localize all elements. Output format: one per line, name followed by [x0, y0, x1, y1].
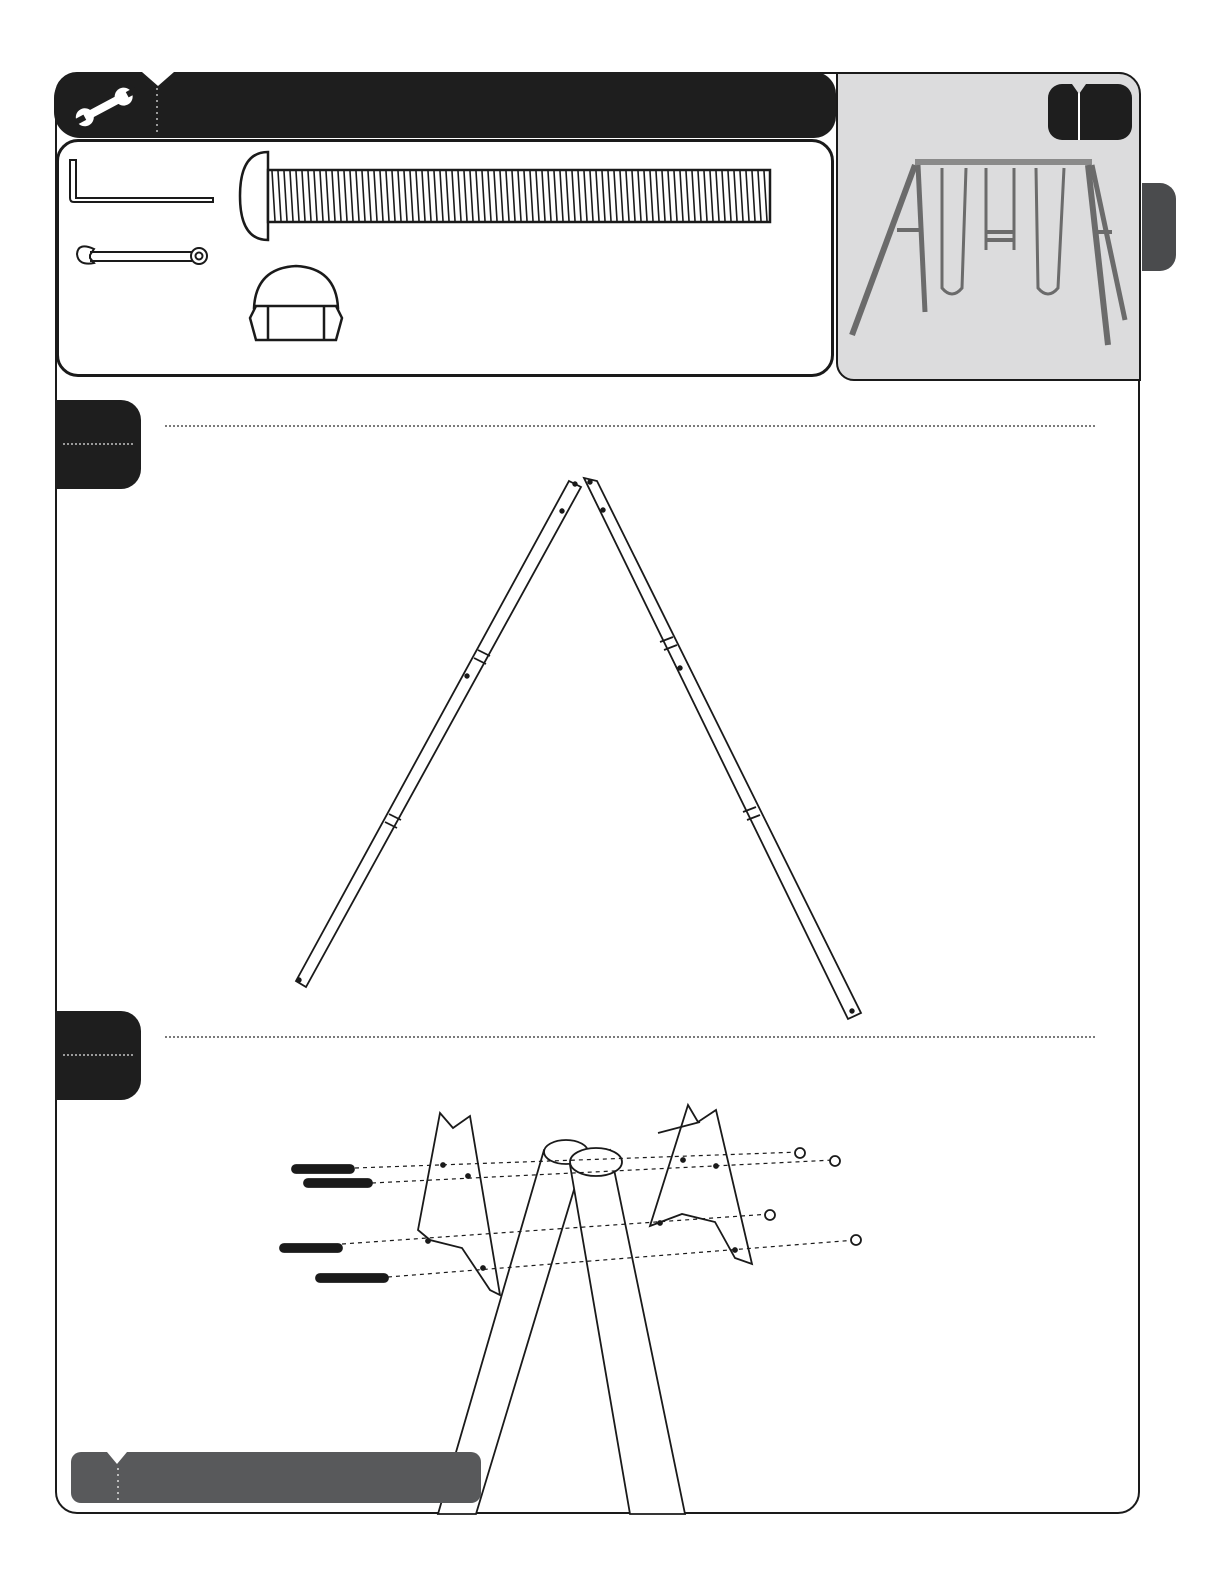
footer-bar [71, 1452, 481, 1503]
bolt-icon [240, 152, 770, 240]
hex-key-icon [70, 160, 213, 202]
swing-set-icon [852, 162, 1125, 345]
combination-wrench-icon [77, 246, 207, 264]
a-frame-legs-illustration [296, 478, 861, 1019]
cap-nut-icon [250, 266, 342, 340]
